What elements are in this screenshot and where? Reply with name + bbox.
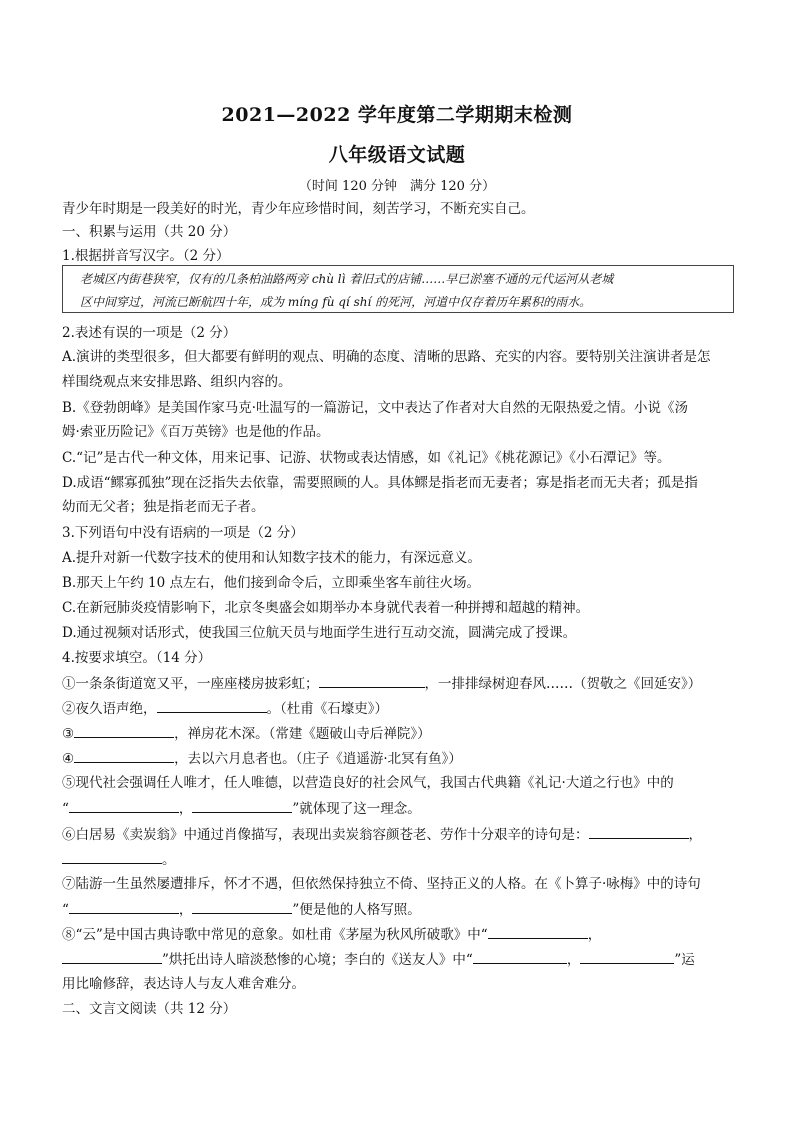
item-text: 。	[162, 852, 176, 868]
option-text: C.在新冠肺炎疫情影响下，北京冬奥盛会如期举办本身就代表着一种拼搏和超越的精神。	[62, 600, 590, 616]
item-text: ”便是他的人格写照。	[292, 902, 421, 918]
fill-item	[62, 924, 734, 945]
item-text: 。（杜甫《石壕吏》）	[266, 701, 388, 717]
item-text: ①一条条街道宽又平，一座座楼房披彩虹；	[62, 676, 319, 692]
item-text: ②夜久语声绝，	[62, 701, 157, 717]
item-text: ，禅房花木深。（常建《题破山寺后禅院》）	[174, 726, 431, 742]
item-text: ，一排排绿树迎春风……（贺敬之《回延安》）	[424, 676, 702, 692]
item-text: ”烘托出诗人暗淡愁惨的心境；李白的《送友人》中“	[162, 952, 473, 968]
fill-item: ⑤现代社会强调任人唯才，任人唯德，以营造良好的社会风气，我国古代典籍《礼记·大道之行也》中的	[62, 775, 674, 791]
box-text: 区中间穿过，河流已断航四十年，成为 míng fù qí shí 的死河，河道中仅存着历年累积的雨水。	[80, 295, 592, 309]
fill-item	[62, 698, 734, 719]
answer-blank[interactable]	[192, 899, 292, 914]
option-text: 样围绕观点来安排思路、组织内容的。	[62, 374, 292, 390]
answer-blank[interactable]	[62, 849, 162, 864]
item-text: ④	[62, 751, 75, 767]
option-text: D.通过视频对话形式，使我国三位航天员与地面学生进行互动交流，圆满完成了授课。	[62, 625, 577, 641]
fill-item	[62, 723, 734, 744]
item-text: ，	[587, 927, 602, 943]
option-text: B.《登勃朗峰》是美国作家马克·吐温写的一篇游记，文中表达了作者对大自然的无限热爱之情。小说《汤	[62, 400, 689, 416]
option-text: D.成语“鳏寡孤独”现在泛指失去依靠，需要照顾的人。具体鳏是指老而无妻者；寡是指老而无夫者；孤是指	[62, 475, 698, 491]
answer-blank[interactable]	[69, 798, 179, 813]
fill-item	[62, 748, 734, 769]
item-text: ③	[62, 726, 75, 742]
answer-blank[interactable]	[488, 924, 588, 939]
item-text: “	[62, 801, 69, 817]
fill-item	[62, 849, 734, 870]
answer-blank[interactable]	[62, 949, 162, 964]
intro-text: 青少年时期是一段美好的时光，青少年应珍惜时间，刻苦学习，不断充实自己。	[62, 201, 535, 217]
question-stem: 1.根据拼音写汉字。（2 分）	[62, 248, 230, 264]
item-text: ⑧“云”是中国古典诗歌中常见的意象。如杜甫《茅屋为秋风所破歌》中“	[62, 927, 488, 943]
item-text: ，去以六月息者也。（庄子《逍遥游·北冥有鱼》）	[174, 751, 462, 767]
section-heading: 一、积累与运用（共 20 分）	[62, 224, 237, 240]
question-stem: 2.表述有误的一项是（2 分）	[62, 325, 237, 341]
item-text: ”运	[674, 952, 695, 968]
option-text: C.“记”是古代一种文体，用来记事、记游、状物或表达情感，如《礼记》《桃花源记》《小石潭记》等。	[62, 450, 671, 466]
item-text: “	[62, 902, 69, 918]
fill-item	[62, 899, 734, 920]
box-text: 老城区内街巷狭窄，仅有的几条柏油路两旁 chù lì 着旧式的店铺……早已淤塞不通的元代运河从老城	[80, 272, 614, 286]
item-text: ，	[688, 827, 702, 843]
page-subtitle: 八年级语文试题	[328, 144, 466, 166]
question-stem: 3.下列语句中没有语病的一项是（2 分）	[62, 525, 304, 541]
answer-blank[interactable]	[74, 748, 174, 763]
answer-blank[interactable]	[473, 949, 567, 964]
fill-item: ⑦陆游一生虽然屡遭排斥，怀才不遇，但依然保持独立不倚、坚持正义的人格。在《卜算子·咏梅》中的诗句	[62, 876, 701, 892]
answer-blank[interactable]	[157, 698, 267, 713]
option-text: A.提升对新一代数字技术的使用和认知数字技术的能力，有深远意义。	[62, 550, 482, 566]
option-text: 姆·索亚历险记》《百万英镑》也是他的作品。	[62, 424, 330, 440]
fill-item	[62, 824, 734, 845]
item-text: ，	[178, 801, 193, 817]
option-text: B.那天上午约 10 点左右，他们接到命令后，立即乘坐客车前往火场。	[62, 575, 480, 591]
exam-meta: （时间 120 分钟 满分 120 分）	[298, 179, 496, 194]
fill-item	[62, 949, 734, 970]
option-text: A.演讲的类型很多，但大都要有鲜明的观点、明确的态度、清晰的思路、充实的内容。要特别关注演讲者是怎	[62, 349, 711, 365]
item-text: ⑥白居易《卖炭翁》中通过肖像描写，表现出卖炭翁容颜苍老、劳作十分艰辛的诗句是：	[62, 827, 589, 843]
section-heading: 二、文言文阅读（共 12 分）	[62, 1001, 237, 1017]
answer-blank[interactable]	[589, 824, 689, 839]
option-text: 幼而无父者；独是指老而无子者。	[62, 499, 265, 515]
item-text: ，	[566, 952, 581, 968]
answer-blank[interactable]	[192, 798, 292, 813]
fill-item	[62, 673, 734, 694]
item-text: ，	[178, 902, 193, 918]
question-stem: 4.按要求填空。（14 分）	[62, 650, 212, 666]
answer-blank[interactable]	[69, 899, 179, 914]
answer-blank[interactable]	[319, 673, 425, 688]
fill-item: 用比喻修辞，表达诗人与友人难舍难分。	[62, 976, 305, 992]
item-text: ”就体现了这一理念。	[292, 801, 421, 817]
page-title: 2021—2022 学年度第二学期期末检测	[221, 104, 573, 126]
answer-blank[interactable]	[74, 723, 174, 738]
fill-item	[62, 798, 734, 819]
answer-blank[interactable]	[580, 949, 674, 964]
